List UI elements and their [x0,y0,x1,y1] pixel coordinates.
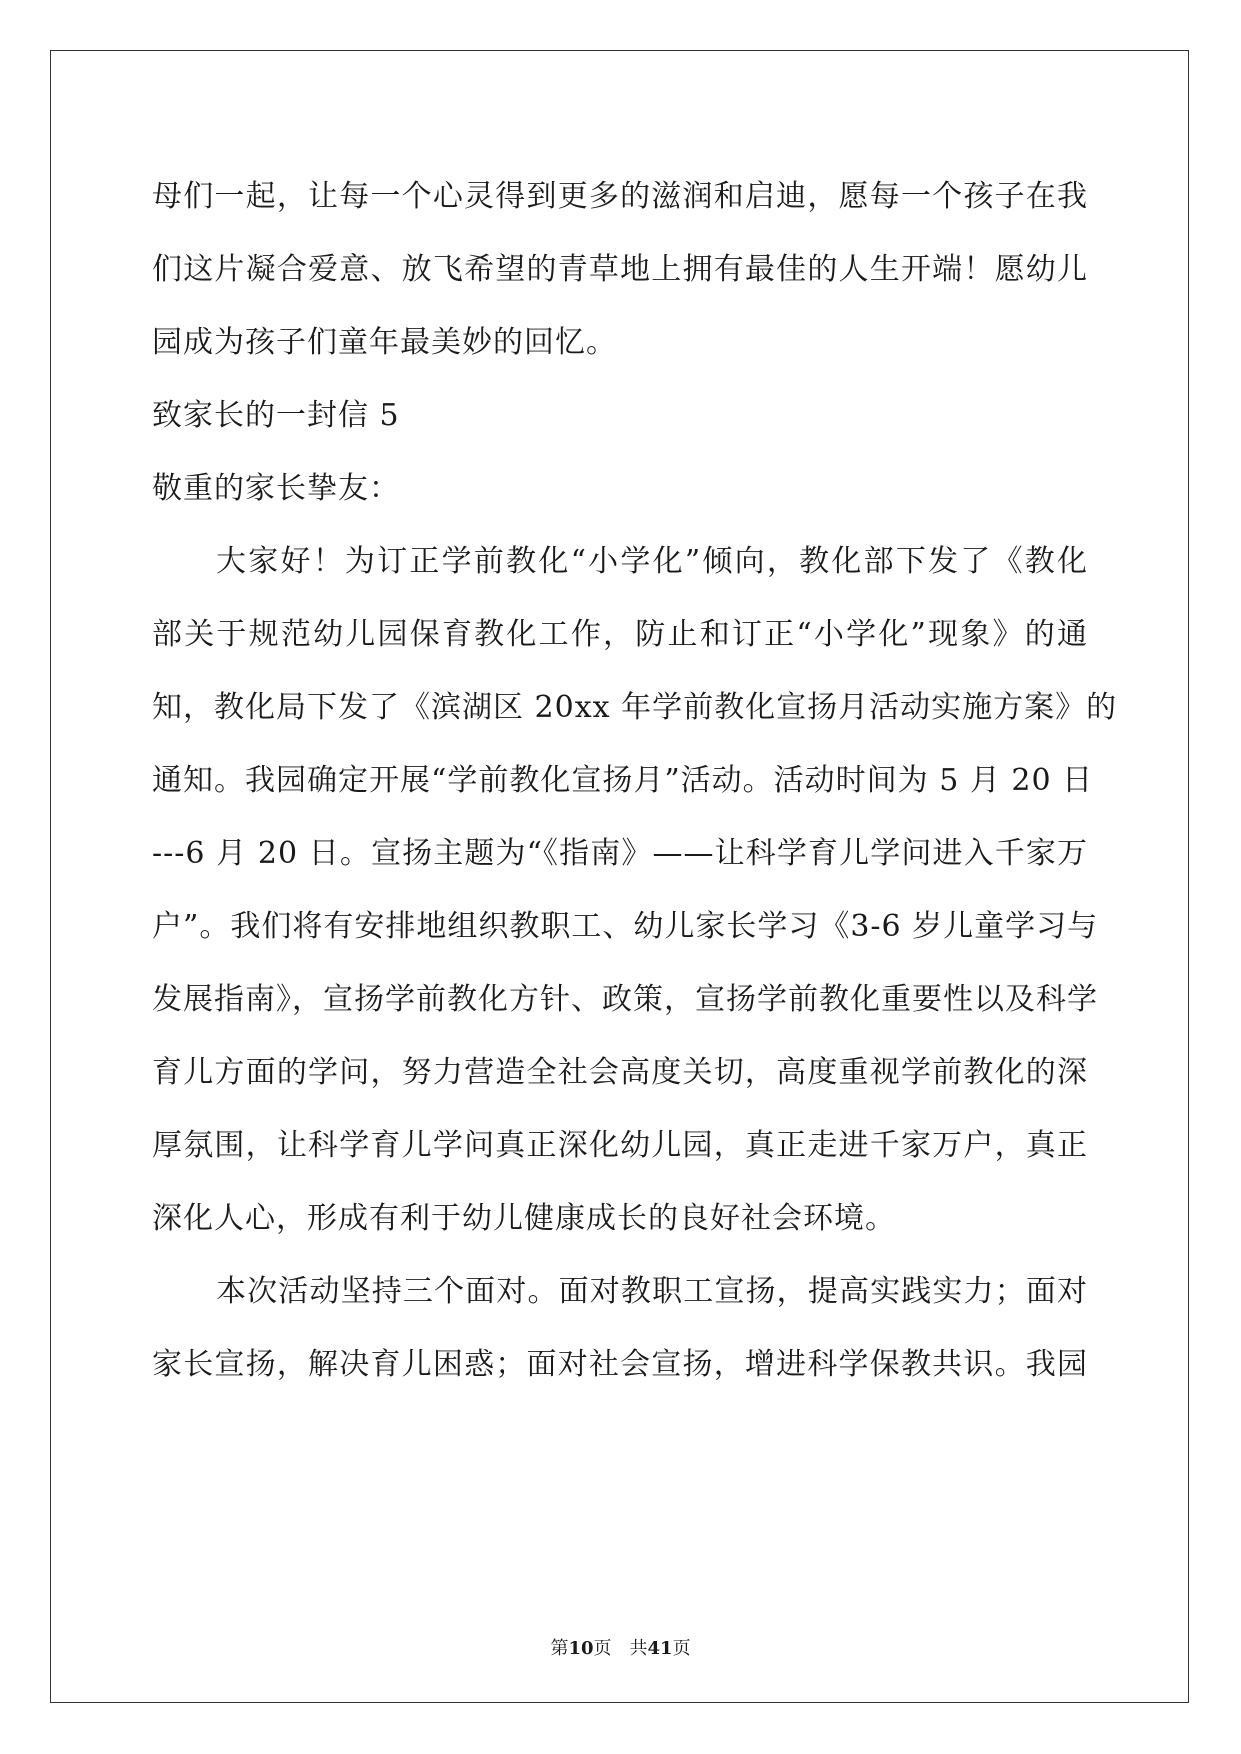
text-line: 厚氛围，让科学育儿学问真正深化幼儿园，真正走进千家万户，真正 [152,1128,1088,1163]
text-line: 部关于规范幼儿园保育教化工作，防止和订正“小学化”现象》的通 [152,617,1088,652]
text-line: 通知。我园确定开展“学前教化宣扬月”活动。活动时间为 5 月 20 日 [152,763,1094,798]
text-line: 知，教化局下发了《滨湖区 20xx 年学前教化宣扬月活动实施方案》的 [152,690,1118,725]
text-line: 户”。我们将有安排地组织教职工、幼儿家长学习《3-6 岁儿童学习与 [152,909,1099,944]
text-line: 本次活动坚持三个面对。面对教职工宣扬，提高实践实力；面对 [216,1274,1088,1309]
text-line: 们这片凝合爱意、放飞希望的青草地上拥有最佳的人生开端！愿幼儿 [152,252,1088,287]
footer-page-suffix: 页 [593,1638,612,1659]
footer-total-prefix: 共 [629,1638,648,1659]
text-line: 大家好！为订正学前教化“小学化”倾向，教化部下发了《教化 [216,544,1088,579]
total-pages: 41 [647,1638,673,1659]
footer-prefix: 第 [550,1638,569,1659]
document-body [152,160,1118,1401]
text-line: 家长宣扬，解决育儿困惑；面对社会宣扬，增进科学保教共识。我园 [152,1347,1088,1382]
text-line: 园成为孩子们童年最美妙的回忆。 [152,325,617,360]
text-line: ---6 月 20 日。宣扬主题为“《指南》——让科学育儿学问进入千家万 [152,836,1088,871]
text-line: 母们一起，让每一个心灵得到更多的滋润和启迪，愿每一个孩子在我 [152,179,1088,214]
salutation: 敬重的家长挚友： [152,471,400,506]
page-number: 10 [568,1638,594,1659]
footer-total-suffix: 页 [672,1638,691,1659]
text-line: 发展指南》，宣扬学前教化方针、政策，宣扬学前教化重要性以及科学 [152,982,1098,1017]
page-footer [0,1634,1241,1660]
text-line: 育儿方面的学问，努力营造全社会高度关切，高度重视学前教化的深 [152,1055,1088,1090]
section-heading: 致家长的一封信 5 [152,398,400,433]
text-line: 深化人心，形成有利于幼儿健康成长的良好社会环境。 [152,1201,896,1236]
